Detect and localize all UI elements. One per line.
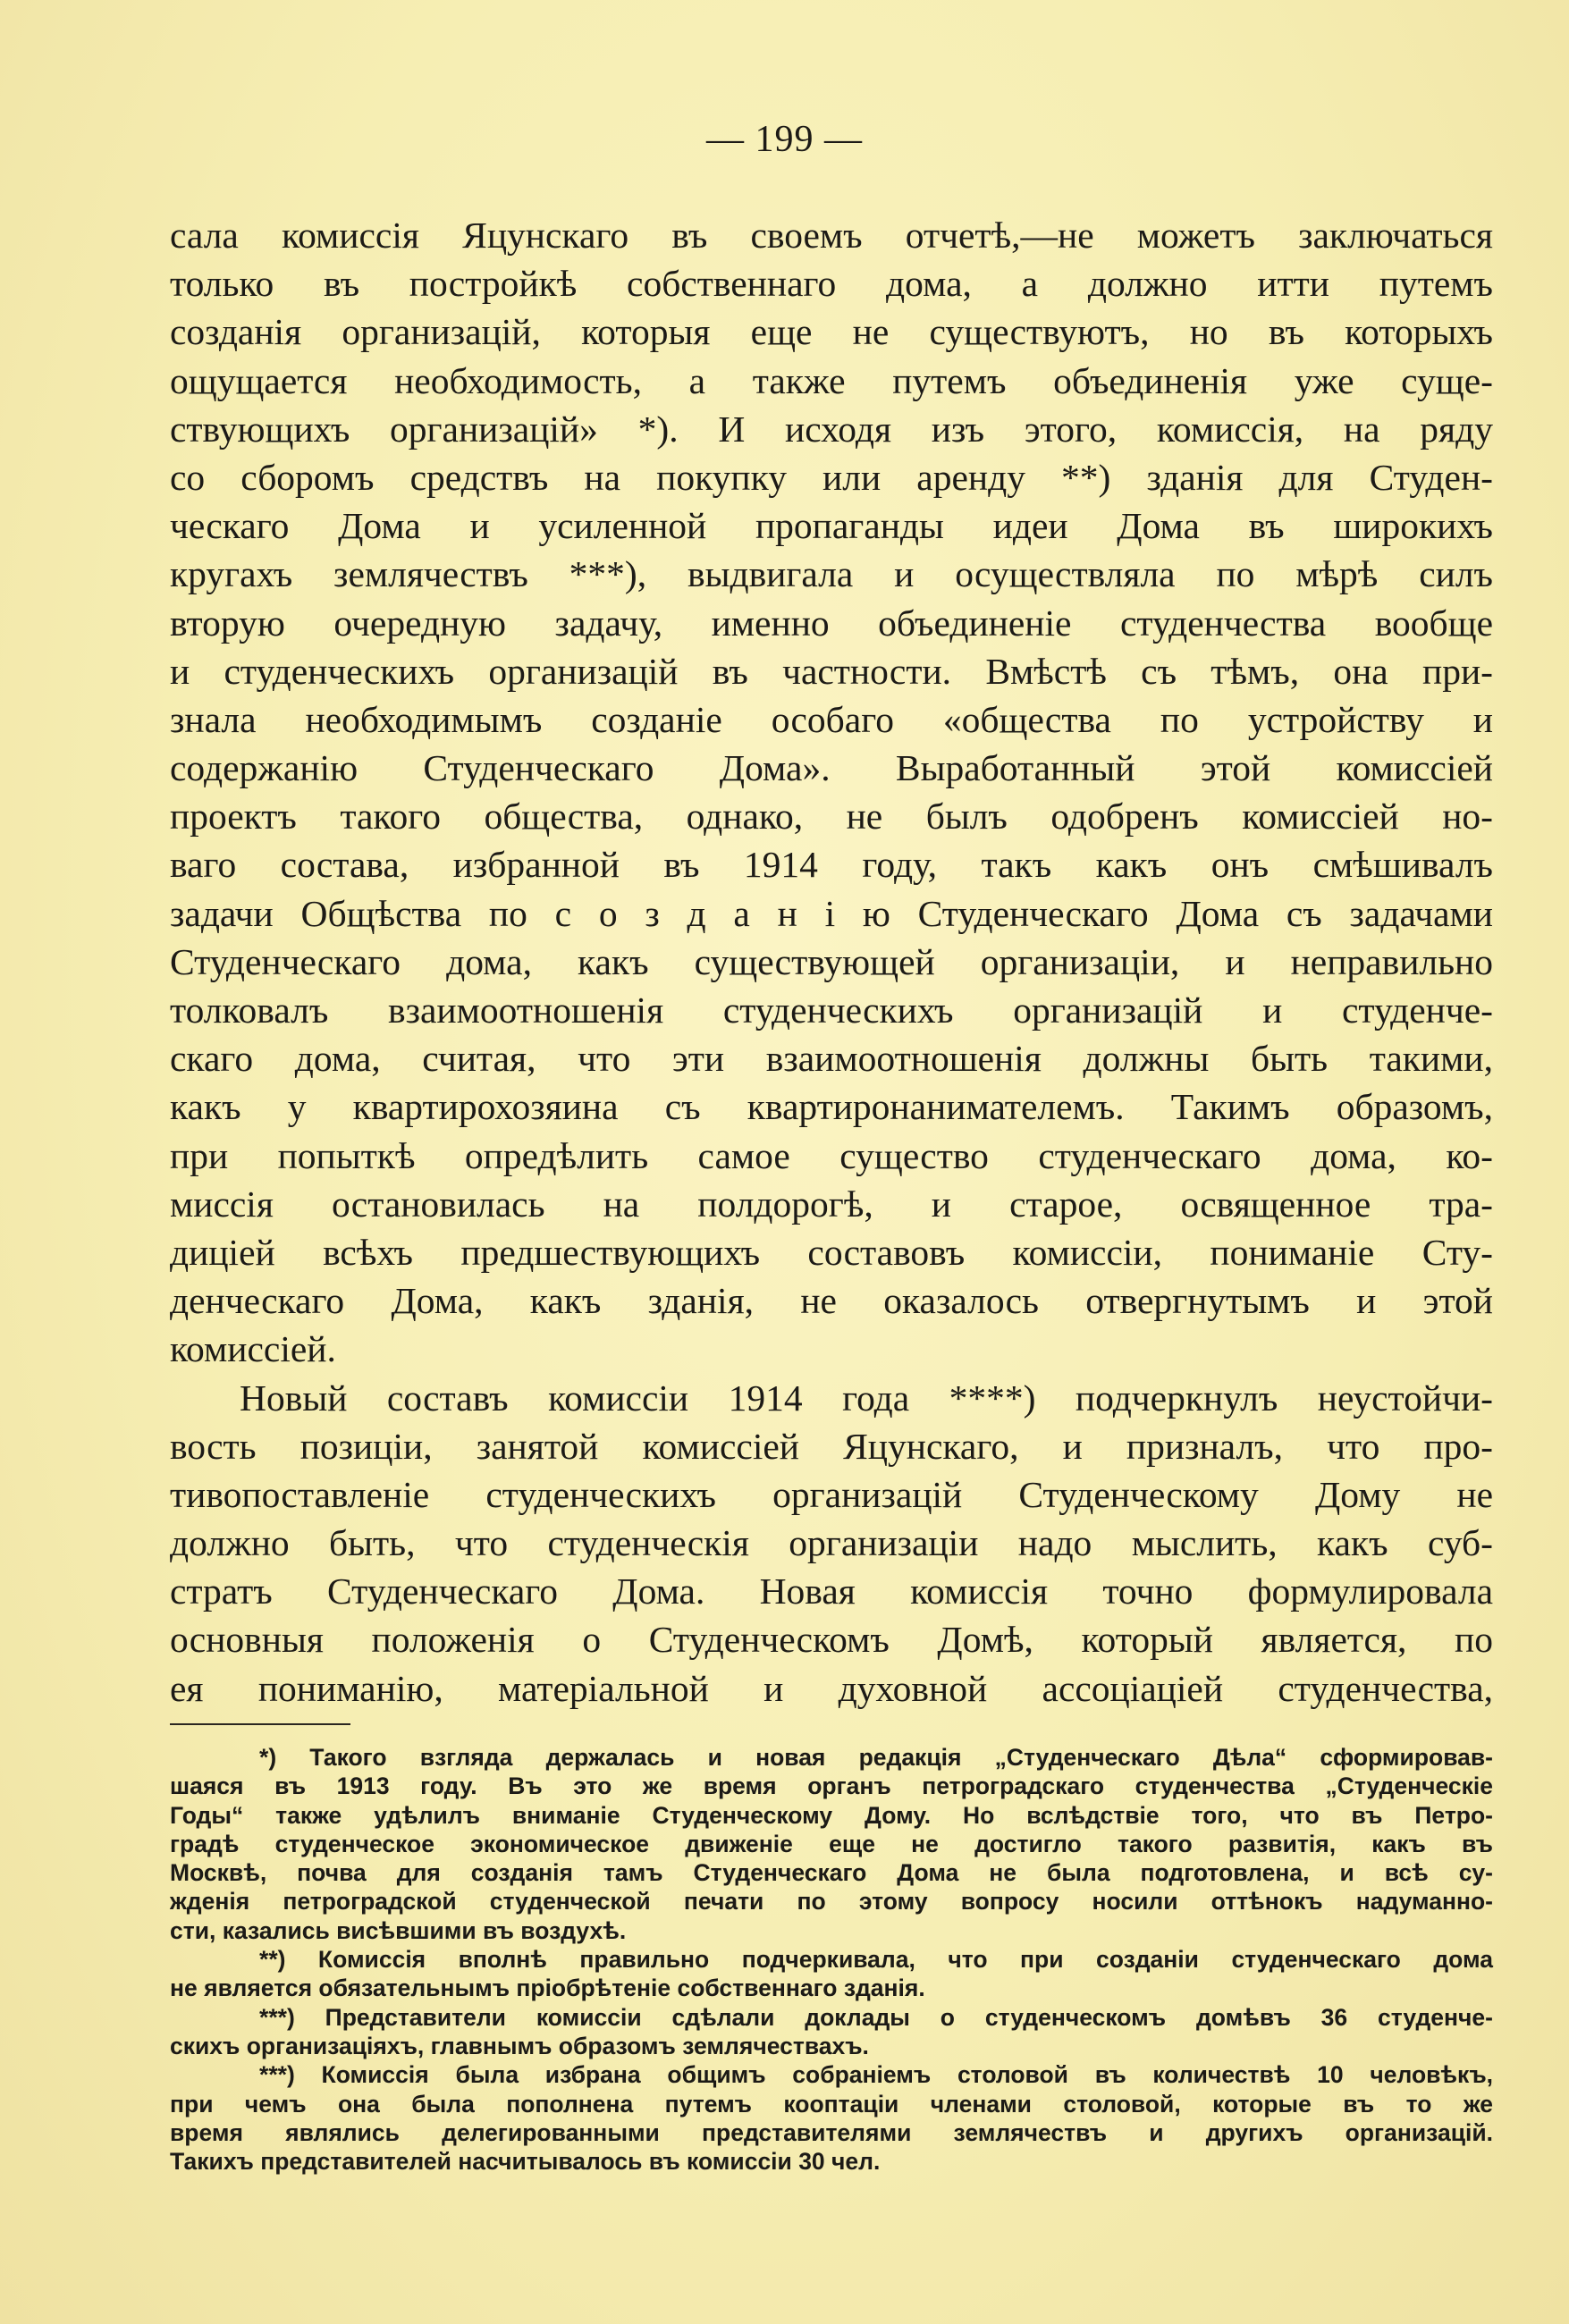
page-number: — 199 —	[706, 119, 863, 160]
footnote-line: Москвѣ, почва для созданія тамъ Студенческаго Дома не была подготовлена, и всѣ су-	[170, 1859, 1493, 1887]
text-line: какъ у квартирохозяина съ квартиронанимателемъ. Такимъ образомъ,	[170, 1086, 1493, 1128]
text-line: ствующихъ организацій» *). И исходя изъ этого, комиссія, на ряду	[170, 408, 1493, 450]
footnote-divider	[170, 1723, 350, 1725]
text-line: денческаго Дома, какъ зданія, не оказалось отвергнутымъ и этой	[170, 1280, 1493, 1322]
text-line: со сборомъ средствъ на покупку или аренду **) зданія для Студен-	[170, 456, 1493, 498]
text-line: диціей всѣхъ предшествующихъ составовъ комиссіи, пониманіе Сту-	[170, 1231, 1493, 1273]
paragraph-end-line: комиссіей.	[170, 1328, 336, 1370]
text-line: основныя положенія о Студенческомъ Домѣ, который является, по	[170, 1619, 1493, 1661]
footnotes	[170, 1743, 1493, 2176]
footnote-line: шаяся въ 1913 году. Въ это же время органъ петроградскаго студенчества „Студенческіе	[170, 1772, 1493, 1800]
footnote-line: **) Комиссія вполнѣ правильно подчеркивала, что при созданіи студенческаго дома	[259, 1946, 1493, 1974]
text-line: скаго дома, считая, что эти взаимоотношенія должны быть такими,	[170, 1038, 1493, 1080]
text-line: вторую очередную задачу, именно объединеніе студенчества вообще	[170, 602, 1493, 644]
footnote-line: *) Такого взгляда держалась и новая редакція „Студенческаго Дѣла“ сформировав-	[259, 1744, 1493, 1771]
footnote-line: Такихъ представителей насчитывалось въ комиссіи 30 чел.	[170, 2148, 881, 2176]
footnote-line: время являлись делегированными представителями землячествъ и другихъ организацій.	[170, 2118, 1493, 2146]
text-line: задачи Общѣства по с о з д а н і ю Студенческаго Дома съ задачами	[170, 892, 1493, 934]
text-line: только въ постройкѣ собственнаго дома, а должно итти путемъ	[170, 263, 1493, 305]
footnote-line: скихъ организаціяхъ, главнымъ образомъ землячествахъ.	[170, 2032, 869, 2059]
text-line: при попыткѣ опредѣлить самое существо студенческаго дома, ко-	[170, 1134, 1493, 1176]
text-line: и студенческихъ организацій въ частности. Вмѣстѣ съ тѣмъ, она при-	[170, 650, 1493, 692]
text-line: вость позиціи, занятой комиссіей Яцунскаго, и призналъ, что про-	[170, 1425, 1493, 1467]
footnote-line: ***) Комиссія была избрана общимъ собраніемъ столовой въ количествѣ 10 человѣкъ,	[259, 2061, 1493, 2089]
text-line: миссія остановилась на полдорогѣ, и старое, освященное тра-	[170, 1183, 1493, 1225]
text-line: ваго состава, избранной въ 1914 году, такъ какъ онъ смѣшивалъ	[170, 844, 1493, 886]
text-line: ея пониманію, матеріальной и духовной ассоціаціей студенчества,	[170, 1667, 1493, 1709]
text-line: ощущается необходимость, а также путемъ объединенія уже суще-	[170, 359, 1493, 401]
text-line: должно быть, что студенческія организаціи надо мыслить, какъ суб-	[170, 1522, 1493, 1564]
footnote-line: не является обязательнымъ пріобрѣтеніе собственнаго зданія.	[170, 1975, 925, 2002]
footnote-line: ***) Представители комиссіи сдѣлали доклады о студенческомъ домѣвъ 36 студенче-	[259, 2003, 1493, 2031]
text-line: толковалъ взаимоотношенія студенческихъ организацій и студенче-	[170, 989, 1493, 1031]
text-line: содержанію Студенческаго Дома». Выработанный этой комиссіей	[170, 747, 1493, 789]
footnote-line: сти, казались висѣвшими въ воздухѣ.	[170, 1916, 627, 1944]
footnote-line: градѣ студенческое экономическое движеніе еще не достигло такого развитія, какъ въ	[170, 1830, 1493, 1857]
footnote-line: при чемъ она была пополнена путемъ кооптаціи членами столовой, которые въ то же	[170, 2090, 1493, 2118]
text-line: ческаго Дома и усиленной пропаганды идеи Дома въ широкихъ	[170, 505, 1493, 547]
footnote-line: Годы“ также удѣлилъ вниманіе Студенческому Дому. Но вслѣдствіе того, что въ Петро-	[170, 1801, 1493, 1829]
main-text	[170, 211, 1493, 1713]
text-line: стратъ Студенческаго Дома. Новая комиссія точно формулировала	[170, 1570, 1493, 1612]
text-line: знала необходимымъ созданіе особаго «общества по устройству и	[170, 698, 1493, 740]
text-line: проектъ такого общества, однако, не былъ одобренъ комиссіей но-	[170, 796, 1493, 838]
footnote-line: жденія петроградской студенческой печати по этому вопросу носили оттѣнокъ надуманно-	[170, 1888, 1493, 1916]
text-line: созданія организацій, которыя еще не существуютъ, но въ которыхъ	[170, 311, 1493, 353]
text-line: тивопоставленіе студенческихъ организацій Студенческому Дому не	[170, 1473, 1493, 1515]
text-line: кругахъ землячествъ ***), выдвигала и осуществляла по мѣрѣ силъ	[170, 553, 1493, 595]
text-line: Студенческаго дома, какъ существующей организаціи, и неправильно	[170, 940, 1493, 982]
paragraph-start-line: Новый составъ комиссіи 1914 года ****) подчеркнулъ неустойчи-	[240, 1377, 1493, 1419]
text-line: сала комиссія Яцунскаго въ своемъ отчетѣ,—не можетъ заключаться	[170, 215, 1493, 256]
